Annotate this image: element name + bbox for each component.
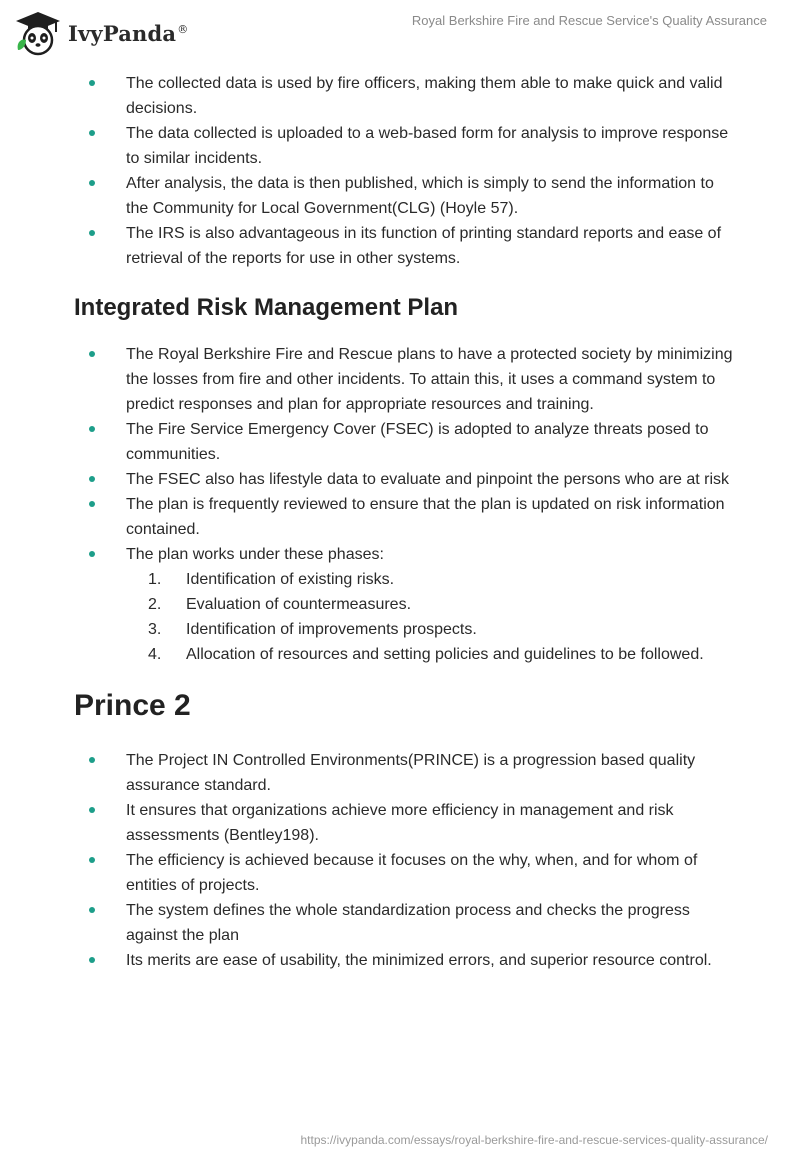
list-item: The IRS is also advantageous in its function of printing standard reports and ease of retrieval of the reports for use in other systems. [74, 221, 734, 271]
numbered-item [126, 592, 734, 617]
list-item: The Project IN Controlled Environments(PRINCE) is a progression based quality assurance standard. [74, 748, 734, 798]
irmp-bullet-list [74, 342, 734, 667]
list-item: The Royal Berkshire Fire and Rescue plans to have a protected society by minimizing the losses from fire and other incidents. To attain this, it uses a command system to predict responses and plan for appropriate resources and training. [74, 342, 734, 417]
list-item: The system defines the whole standardization process and checks the progress against the plan [74, 898, 734, 948]
list-item: The FSEC also has lifestyle data to evaluate and pinpoint the persons who are at risk [74, 467, 734, 492]
prince2-bullet-list [74, 748, 734, 973]
list-item: The efficiency is achieved because it focuses on the why, when, and for whom of entities of projects. [74, 848, 734, 898]
item-text: Evaluation of countermeasures. [186, 596, 412, 613]
item-number: 4. [148, 646, 162, 663]
item-text: Allocation of resources and setting policies and guidelines to be followed. [186, 646, 704, 663]
item-number: 1. [148, 571, 162, 588]
list-item: Its merits are ease of usability, the minimized errors, and superior resource control. [74, 948, 734, 973]
list-item: The Fire Service Emergency Cover (FSEC) is adopted to analyze threats posed to communities. [74, 417, 734, 467]
numbered-item [126, 617, 734, 642]
panda-logo-icon [14, 10, 62, 56]
section-heading-irmp: Integrated Risk Management Plan [74, 294, 459, 321]
list-item: The data collected is uploaded to a web-based form for analysis to improve response to similar incidents. [74, 121, 734, 171]
intro-bullet-list [74, 71, 734, 271]
source-url[interactable]: https://ivypanda.com/essays/royal-berkshire-fire-and-rescue-services-quality-assurance/ [300, 1133, 768, 1147]
page-header [0, 0, 800, 60]
document-title: Royal Berkshire Fire and Rescue Service's Quality Assurance [411, 13, 767, 28]
section-heading-prince2: Prince 2 [74, 689, 191, 722]
numbered-item [126, 567, 734, 592]
list-item: It ensures that organizations achieve more efficiency in management and risk assessments (Bentley198). [74, 798, 734, 848]
item-number: 3. [148, 621, 162, 638]
item-text: Identification of existing risks. [186, 571, 395, 588]
item-text: Identification of improvements prospects. [186, 621, 477, 638]
essay-body [74, 71, 734, 973]
logo-wordmark: IvyPanda® [68, 20, 189, 46]
ivypanda-logo[interactable] [14, 10, 188, 56]
list-item-text: The plan works under these phases: [126, 546, 384, 563]
list-item: The collected data is used by fire officers, making them able to make quick and valid decisions. [74, 71, 734, 121]
list-item: The plan is frequently reviewed to ensure that the plan is updated on risk information contained. [74, 492, 734, 542]
list-item [74, 542, 734, 667]
list-item: After analysis, the data is then published, which is simply to send the information to the Community for Local Government(CLG) (Hoyle 57). [74, 171, 734, 221]
phases-numbered-list [126, 567, 734, 667]
item-number: 2. [148, 596, 162, 613]
numbered-item [126, 642, 734, 667]
